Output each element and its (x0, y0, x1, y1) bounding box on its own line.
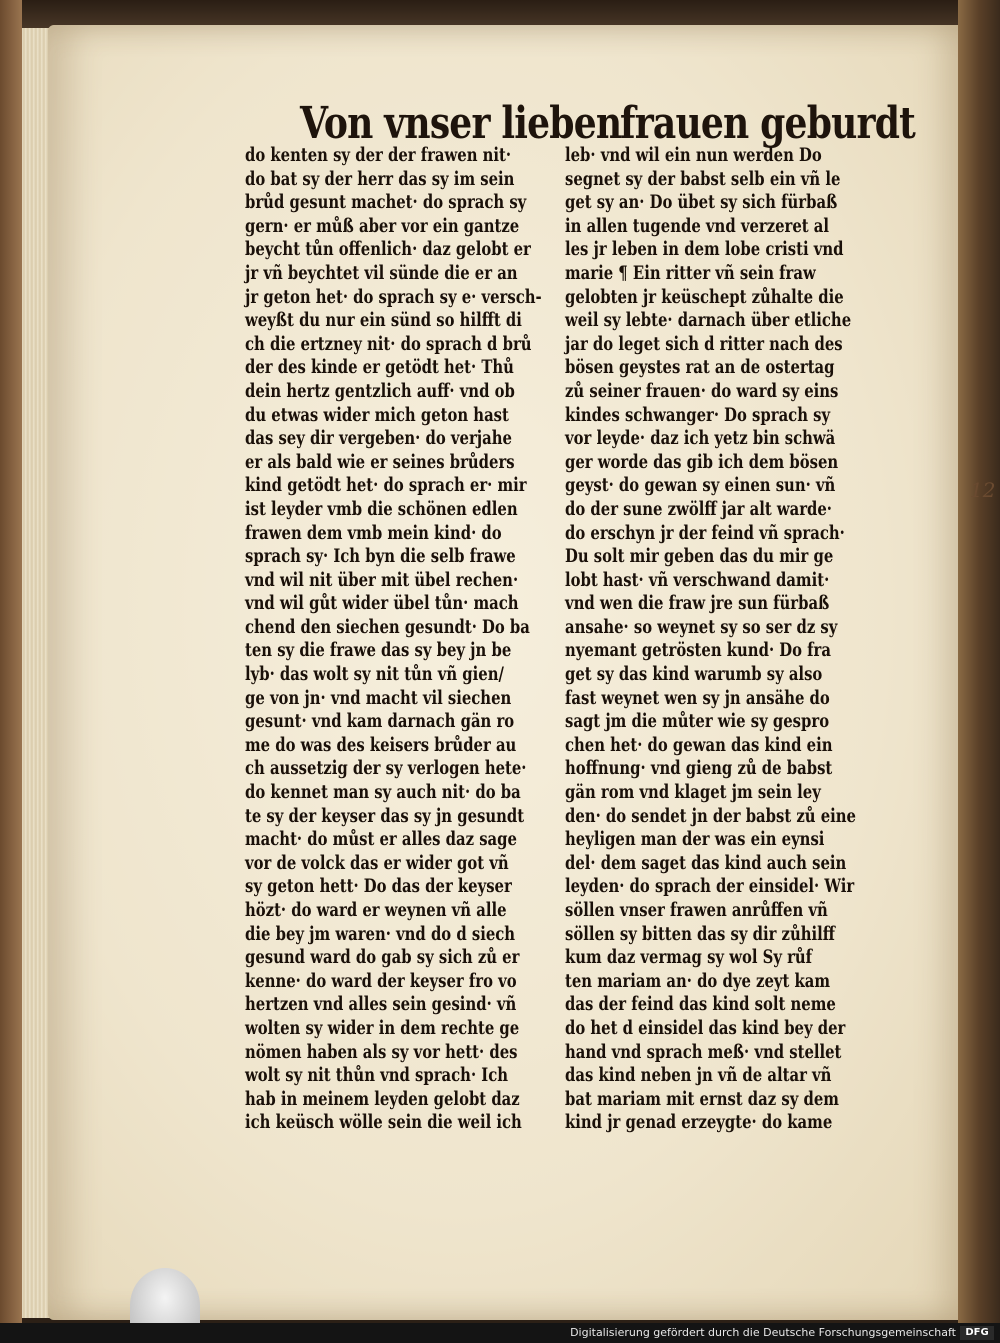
text-line: del· dem saget das kind auch sein (565, 851, 847, 874)
text-line: bat mariam mit ernst daz sy dem (565, 1087, 839, 1110)
text-line: gelobten jr keüschept zůhalte die (565, 285, 844, 308)
text-line: nyemant getrösten kund· Do fra (565, 639, 831, 662)
text-line: söllen vnser frawen anrůffen vñ (565, 899, 828, 921)
text-line: geyst· do gewan sy einen sun· vñ (565, 474, 836, 497)
text-line: do bat sy der herr das sy im sein (245, 167, 515, 190)
text-line: ch aussetzig der sy verlogen hete· (245, 757, 527, 780)
digitization-credit: Digitalisierung gefördert durch die Deutsche Forschungsgemeinschaft (570, 1326, 956, 1339)
text-line: Du solt mir geben das du mir ge (565, 545, 834, 568)
text-line: do het d einsidel das kind bey der (565, 1016, 846, 1039)
text-line: segnet sy der babst selb ein vñ le (565, 167, 841, 190)
text-line: ger worde das gib ich dem bösen (565, 450, 839, 473)
book-spine-shadow (958, 0, 1000, 1343)
text-line: hand vnd sprach meß· vnd stellet (565, 1040, 842, 1063)
text-line: ich keüsch wölle sein die weil ich (245, 1111, 522, 1134)
text-line: in allen tugende vnd verzeret al (565, 214, 830, 237)
text-line: nömen haben als sy vor hett· des (245, 1040, 518, 1063)
text-line: hab in meinem leyden gelobt daz (245, 1087, 520, 1110)
text-line: chen het· do gewan das kind ein (565, 733, 833, 756)
text-line: jar do leget sich d ritter nach des (565, 332, 843, 355)
text-line: sagt jm die můter wie sy gespro (565, 710, 830, 733)
text-line: fast weynet wen sy jn ansähe do (565, 686, 830, 709)
text-line: gern· er můß aber vor ein gantze (245, 214, 520, 237)
text-line: du etwas wider mich geton hast (245, 403, 509, 426)
text-line: ten sy die frawe das sy bey jn be (245, 639, 512, 662)
text-column-left (245, 144, 545, 1135)
text-line: er als bald wie er seines brůders (245, 450, 515, 473)
text-line: do erschyn jr der feind vñ sprach· (565, 521, 845, 544)
text-line: zů seiner frauen· do ward sy eins (565, 379, 839, 402)
text-line: leyden· do sprach der einsidel· Wir (565, 875, 855, 898)
text-line: me do was des keisers brůder au (245, 733, 517, 756)
text-line: les jr leben in dem lobe cristi vnd (565, 238, 844, 261)
text-line: beycht tůn offenlich· daz gelobt er (245, 238, 531, 261)
text-line: vor leyde· daz ich yetz bin schwä (565, 427, 836, 450)
text-line: dein hertz gentzlich auff· vnd ob (245, 379, 515, 402)
text-line: hözt· do ward er weynen vñ alle (245, 899, 507, 921)
margin-folio-number: 12 (970, 478, 996, 502)
text-line: ch die ertzney nit· do sprach d brů (245, 332, 532, 355)
text-line: vnd wen die fraw jre sun fürbaß (565, 592, 830, 615)
text-column-right (565, 144, 865, 1135)
text-line: kindes schwanger· Do sprach sy (565, 403, 831, 426)
text-line: chend den siechen gesundt· Do ba (245, 615, 530, 638)
text-line: vnd wil nit über mit übel rechen· (245, 568, 519, 591)
text-line: vnd wil gůt wider übel tůn· mach (245, 592, 519, 615)
text-line: söllen sy bitten das sy dir zůhilff (565, 922, 835, 945)
text-line: gesund ward do gab sy sich zů er (245, 946, 520, 969)
text-line: das sey dir vergeben· do verjahe (245, 427, 512, 450)
text-line: frawen dem vmb mein kind· do (245, 521, 502, 544)
running-head-left: Von vnser lieben (300, 98, 622, 149)
text-line: ge von jn· vnd macht vil siechen (245, 686, 512, 709)
text-line: der des kinde er getödt het· Thů (245, 356, 514, 379)
text-line: do kennet man sy auch nit· do ba (245, 781, 521, 804)
text-line: sprach sy· Ich byn die selb frawe (245, 545, 516, 568)
running-head-right: frauen geburdt (620, 98, 915, 149)
text-line: das kind neben jn vñ de altar vñ (565, 1064, 832, 1087)
text-line: get sy an· Do übet sy sich fürbaß (565, 191, 838, 214)
text-line: vor de volck das er wider got vñ (245, 851, 509, 874)
text-line: das der feind das kind solt neme (565, 993, 836, 1016)
text-line: ist leyder vmb die schönen edlen (245, 497, 518, 520)
text-line: kenne· do ward der keyser fro vo (245, 969, 517, 992)
text-line: jr vñ beychtet vil sünde die er an (245, 261, 518, 284)
text-line: den· do sendet jn der babst zů eine (565, 804, 856, 827)
text-line: hoffnung· vnd gieng zů de babst (565, 757, 833, 780)
text-line: lobt hast· vñ verschwand damit· (565, 568, 830, 591)
text-line: weyßt du nur ein sünd so hilfft di (245, 309, 522, 332)
text-line: wolt sy nit thůn vnd sprach· Ich (245, 1064, 509, 1087)
text-line: die bey jm waren· vnd do d siech (245, 922, 516, 945)
text-line: wolten sy wider in dem rechte ge (245, 1016, 520, 1039)
text-line: do der sune zwölff jar alt warde· (565, 497, 832, 520)
text-line: leb· vnd wil ein nun werden Do (565, 144, 822, 166)
text-line: get sy das kind warumb sy also (565, 663, 823, 686)
text-line: gesunt· vnd kam darnach gän ro (245, 710, 515, 733)
text-line: gän rom vnd klaget jm sein ley (565, 781, 821, 804)
text-line: kind jr genad erzeygte· do kame (565, 1111, 833, 1134)
text-line: ten mariam an· do dye zeyt kam (565, 969, 831, 992)
text-line: ansahe· so weynet sy so ser dz sy (565, 615, 838, 638)
text-line: lyb· das wolt sy nit tůn vñ gien/ (245, 663, 504, 686)
text-line: macht· do můst er alles daz sage (245, 828, 517, 851)
text-line: kum daz vermag sy wol Sy růf (565, 946, 813, 969)
text-line: do kenten sy der der frawen nit· (245, 144, 512, 166)
text-line: sy geton hett· Do das der keyser (245, 875, 512, 898)
book-cover-edge (0, 0, 22, 1343)
text-line: brůd gesunt machet· do sprach sy (245, 191, 527, 214)
text-line: te sy der keyser das sy jn gesundt (245, 804, 525, 827)
text-line: heyligen man der was ein eynsi (565, 828, 825, 851)
text-line: kind getödt het· do sprach er· mir (245, 474, 527, 497)
text-line: bösen geystes rat an de ostertag (565, 356, 835, 379)
text-line: jr geton het· do sprach sy e· versch- (245, 285, 542, 308)
dfg-logo: DFG (960, 1326, 994, 1340)
text-line: weil sy lebte· darnach über etliche (565, 309, 852, 332)
text-line: hertzen vnd alles sein gesind· vñ (245, 993, 517, 1016)
text-line: marie ¶ Ein ritter vñ sein fraw (565, 261, 816, 284)
